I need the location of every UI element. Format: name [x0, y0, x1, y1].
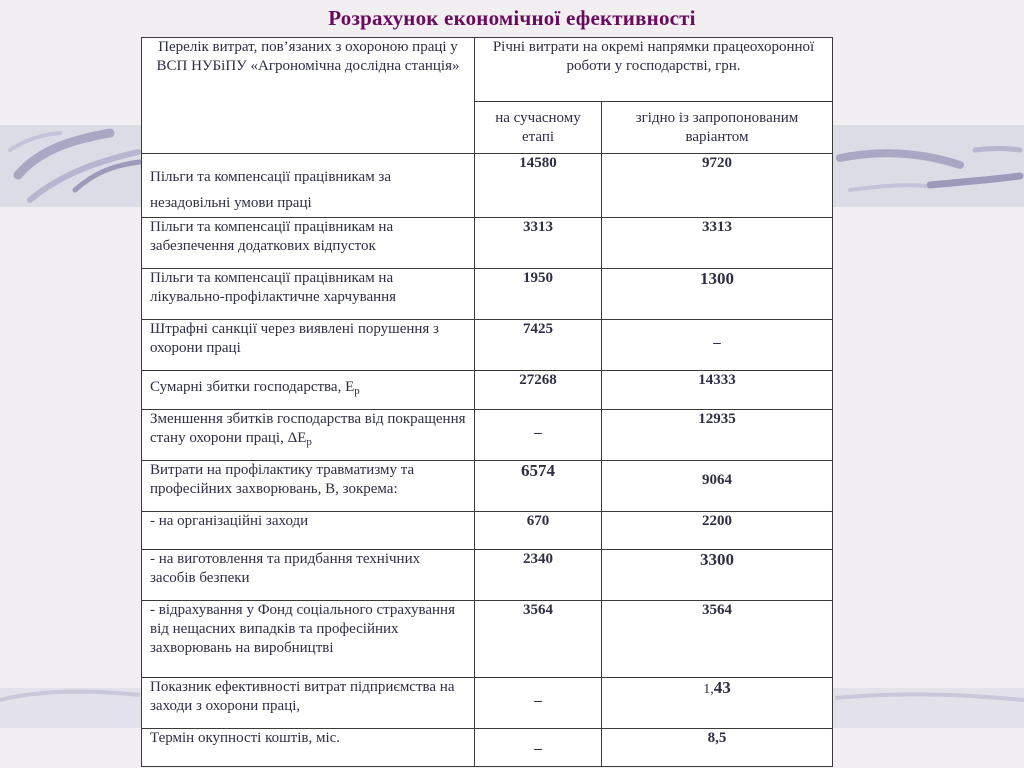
- row-label: Термін окупності коштів, міс.: [142, 729, 475, 767]
- row-label: Пільги та компенсації працівникам за незадовільні умови праці: [142, 154, 475, 218]
- proposed-value: 2200: [602, 512, 833, 550]
- table-row: [142, 154, 833, 218]
- proposed-value: [602, 678, 833, 729]
- row-label: Штрафні санкції через виявлені порушення з охорони праці: [142, 320, 475, 371]
- row-label-text: Сумарні збитки господарства, Е: [150, 379, 355, 395]
- table-row: [142, 512, 833, 550]
- current-value: 2340: [475, 550, 602, 601]
- table-row: [142, 320, 833, 371]
- page-title: Розрахунок економічної ефективності: [328, 6, 696, 30]
- table-row: [142, 269, 833, 320]
- table-row: [142, 461, 833, 512]
- row-label: Показник ефективності витрат підприємства на заходи з охорони праці,: [142, 678, 475, 729]
- row-label: [142, 371, 475, 410]
- row-label-subscript: р: [354, 385, 360, 397]
- header-current-stage: на сучасному етапі: [475, 102, 602, 154]
- proposed-value-prefix: 1,: [703, 682, 714, 697]
- proposed-value: 3564: [602, 601, 833, 678]
- header-proposed-option: згідно із запропонованим варіантом: [602, 102, 833, 154]
- cost-table: [141, 37, 833, 767]
- header-annual-costs: Річні витрати на окремі напрямки працеохоронної роботи у господарстві, грн.: [475, 38, 833, 102]
- current-value: 6574: [475, 461, 602, 512]
- current-value: –: [475, 410, 602, 461]
- current-value: 14580: [475, 154, 602, 218]
- current-value: –: [475, 678, 602, 729]
- current-value: 670: [475, 512, 602, 550]
- table-row: [142, 678, 833, 729]
- current-value: 1950: [475, 269, 602, 320]
- row-label: Витрати на профілактику травматизму та професійних захворювань, В, зокрема:: [142, 461, 475, 512]
- header-row: [142, 38, 833, 102]
- row-label: Пільги та компенсації працівникам на забезпечення додаткових відпусток: [142, 218, 475, 269]
- proposed-value: –: [602, 320, 833, 371]
- proposed-value: 3313: [602, 218, 833, 269]
- row-label-subscript: р: [306, 436, 312, 448]
- table-row: [142, 371, 833, 410]
- current-value: 27268: [475, 371, 602, 410]
- table-row: [142, 729, 833, 767]
- proposed-value: 8,5: [602, 729, 833, 767]
- proposed-value-main: 43: [713, 678, 731, 697]
- current-value: 3564: [475, 601, 602, 678]
- current-value: 7425: [475, 320, 602, 371]
- row-label: - на виготовлення та придбання технічних засобів безпеки: [142, 550, 475, 601]
- table-row: [142, 550, 833, 601]
- table-row: [142, 218, 833, 269]
- row-label-text: Зменшення збитків господарства від покращення стану охорони праці, ΔЕ: [150, 411, 466, 446]
- proposed-value: 14333: [602, 371, 833, 410]
- header-cost-list: Перелік витрат, пов’язаних з охороною праці у ВСП НУБіПУ «Агрономічна дослідна станція»: [142, 38, 475, 154]
- proposed-value: 9064: [602, 461, 833, 512]
- proposed-value: 1300: [602, 269, 833, 320]
- current-value: –: [475, 729, 602, 767]
- proposed-value: 12935: [602, 410, 833, 461]
- proposed-value: 9720: [602, 154, 833, 218]
- table-row: [142, 601, 833, 678]
- row-label: [142, 410, 475, 461]
- row-label: Пільги та компенсації працівникам на лікувально-профілактичне харчування: [142, 269, 475, 320]
- table-row: [142, 410, 833, 461]
- current-value: 3313: [475, 218, 602, 269]
- row-label: - відрахування у Фонд соціального страхування від нещасних випадків та професійних захворювань на виробництві: [142, 601, 475, 678]
- proposed-value: 3300: [602, 550, 833, 601]
- row-label: - на організаційні заходи: [142, 512, 475, 550]
